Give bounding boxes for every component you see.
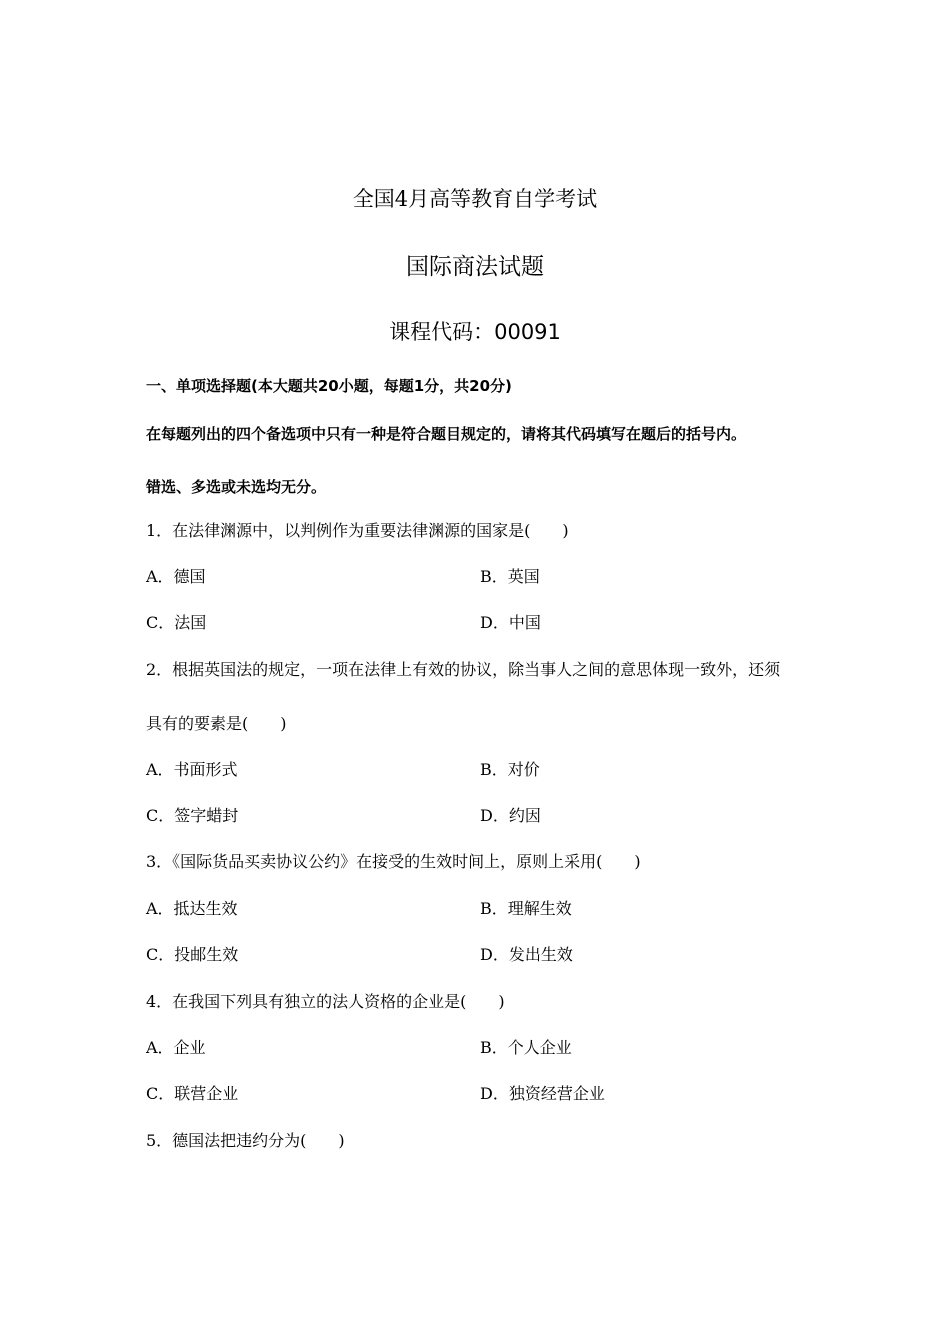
- question-1-text: 1．在法律渊源中，以判例作为重要法律渊源的国家是( ): [146, 521, 569, 540]
- question-1-option-d: D．中国: [480, 613, 541, 632]
- question-3-option-b: B．理解生效: [480, 899, 572, 918]
- question-3-option-a: A．抵达生效: [146, 899, 238, 918]
- subject-title: 国际商法试题: [406, 254, 544, 280]
- question-2-option-d: D．约因: [480, 806, 541, 825]
- question-2-option-b: B．对价: [480, 760, 540, 779]
- section-instruction-2: 错选、多选或未选均无分。: [146, 478, 327, 496]
- question-1-option-b: B．英国: [480, 567, 540, 586]
- question-4-option-d: D．独资经营企业: [480, 1084, 605, 1103]
- question-4-option-b: B．个人企业: [480, 1038, 572, 1057]
- question-2-text: 2．根据英国法的规定，一项在法律上有效的协议，除当事人之间的意思体现一致外，还须: [146, 660, 781, 679]
- question-4-option-a: A．企业: [146, 1038, 206, 1057]
- question-2-text-cont: 具有的要素是( ): [146, 714, 287, 733]
- question-1-option-a: A．德国: [146, 567, 206, 586]
- question-5-text: 5．德国法把违约分为( ): [146, 1131, 345, 1150]
- question-2-option-c: C．签字蜡封: [146, 806, 239, 825]
- question-1-option-c: C．法国: [146, 613, 207, 632]
- section-instruction-1: 在每题列出的四个备选项中只有一种是符合题目规定的，请将其代码填写在题后的括号内。: [146, 425, 747, 443]
- question-2-option-a: A．书面形式: [146, 760, 238, 779]
- question-3-option-c: C．投邮生效: [146, 945, 239, 964]
- course-code: 课程代码：00091: [389, 320, 561, 344]
- exam-title: 全国4月高等教育自学考试: [352, 187, 598, 211]
- question-3-option-d: D．发出生效: [480, 945, 573, 964]
- section-heading: 一、单项选择题(本大题共20小题，每题1分，共20分): [146, 377, 512, 395]
- question-4-option-c: C．联营企业: [146, 1084, 239, 1103]
- question-3-text: 3．《国际货品买卖协议公约》在接受的生效时间上，原则上采用( ): [146, 852, 641, 871]
- question-4-text: 4．在我国下列具有独立的法人资格的企业是( ): [146, 992, 505, 1011]
